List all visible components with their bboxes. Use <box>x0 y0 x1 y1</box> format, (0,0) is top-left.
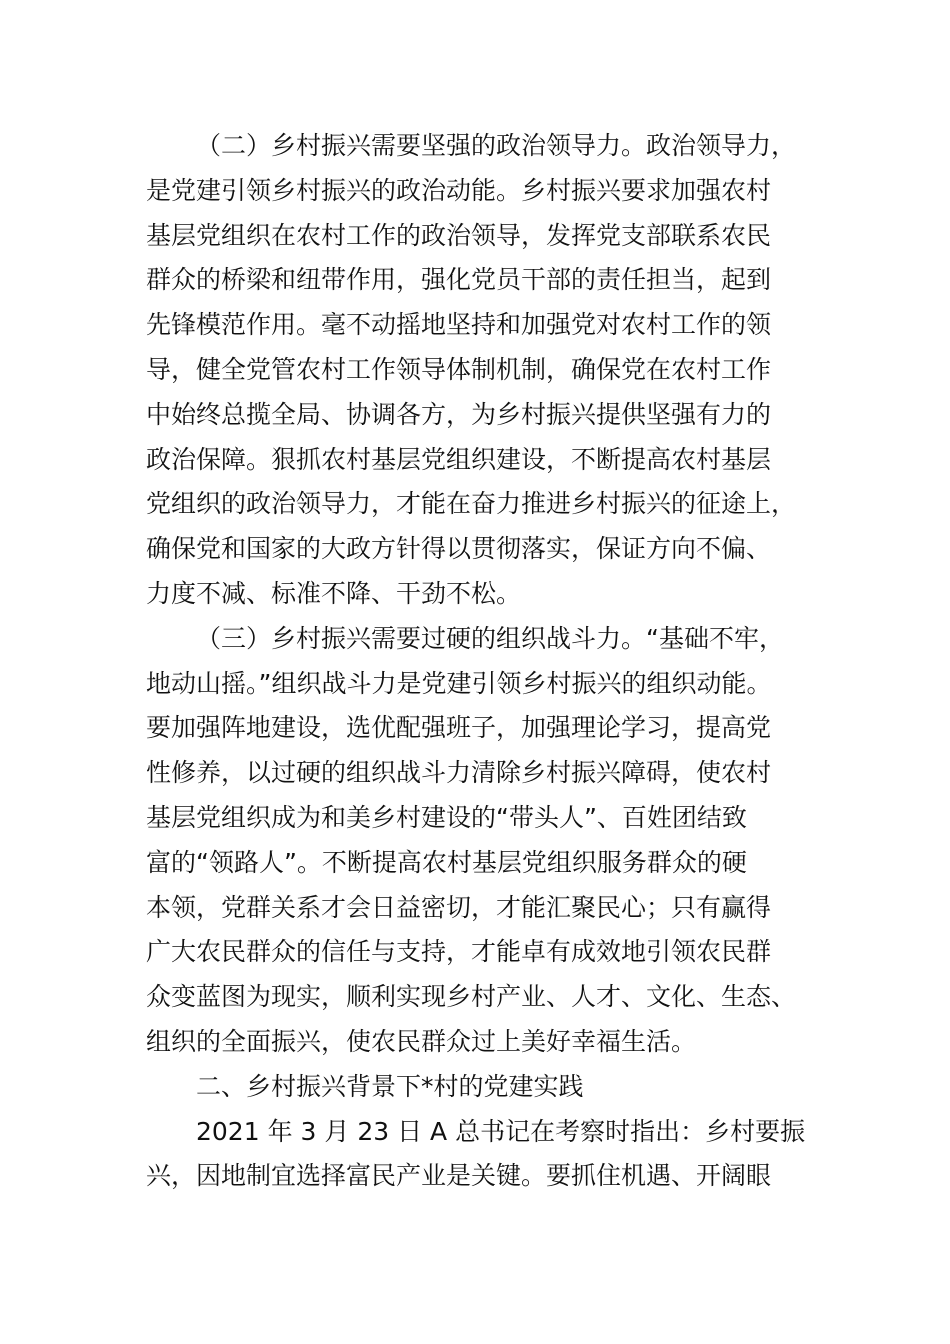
paragraph-line: 组织的全面振兴，使农民群众过上美好幸福生活。 <box>146 1026 697 1056</box>
paragraph-line: 先锋模范作用。毫不动摇地坚持和加强党对农村工作的领 <box>146 310 772 340</box>
paragraph-line: 导，健全党管农村工作领导体制机制，确保党在农村工作 <box>146 354 772 384</box>
paragraph-line: 富的“领路人”。不断提高农村基层党组织服务群众的硬 <box>146 847 747 877</box>
paragraph-line: （二）乡村振兴需要坚强的政治领导力。政治领导力， <box>196 131 797 160</box>
paragraph-line: 众变蓝图为现实，顺利实现乡村产业、人才、文化、生态、 <box>146 982 797 1012</box>
paragraph-line: 确保党和国家的大政方针得以贯彻落实，保证方向不偏、 <box>146 534 772 564</box>
paragraph-political-leadership <box>146 124 806 617</box>
paragraph-line: 政治保障。狠抓农村基层党组织建设，不断提高农村基层 <box>146 444 772 474</box>
paragraph-line: 性修养，以过硬的组织战斗力清除乡村振兴障碍，使农村 <box>146 758 772 788</box>
paragraph-line: （三）乡村振兴需要过硬的组织战斗力。“基础不牢， <box>196 623 784 653</box>
paragraph-line: 地动山摇。”组织战斗力是党建引领乡村振兴的组织动能。 <box>146 668 772 698</box>
paragraph-line: 中始终总揽全局、协调各方，为乡村振兴提供坚强有力的 <box>146 399 772 429</box>
section-heading <box>146 1065 806 1110</box>
paragraph-line: 基层党组织成为和美乡村建设的“带头人”、百姓团结致 <box>146 802 747 832</box>
document-body <box>146 124 806 1199</box>
paragraph-line: 是党建引领乡村振兴的政治动能。乡村振兴要求加强农村 <box>146 175 772 205</box>
heading-line: 二、乡村振兴背景下*村的党建实践 <box>196 1071 584 1101</box>
paragraph-line: 2021 年 3 月 23 日 A 总书记在考察时指出：乡村要振 <box>196 1116 806 1146</box>
paragraph-line: 力度不减、标准不降、干劲不松。 <box>146 578 522 608</box>
paragraph-line: 群众的桥梁和纽带作用，强化党员干部的责任担当，起到 <box>146 265 772 295</box>
paragraph-organizational-strength <box>146 617 806 1065</box>
paragraph-line: 基层党组织在农村工作的政治领导，发挥党支部联系农民 <box>146 220 772 250</box>
paragraph-line: 本领，党群关系才会日益密切，才能汇聚民心；只有赢得 <box>146 892 772 922</box>
paragraph-line: 要加强阵地建设，选优配强班子，加强理论学习，提高党 <box>146 713 772 743</box>
paragraph-line: 党组织的政治领导力，才能在奋力推进乡村振兴的征途上， <box>146 489 797 519</box>
paragraph-inspection-quote <box>146 1110 806 1200</box>
paragraph-line: 兴，因地制宜选择富民产业是关键。要抓住机遇、开阔眼 <box>146 1161 772 1191</box>
paragraph-line: 广大农民群众的信任与支持，才能卓有成效地引领农民群 <box>146 937 772 967</box>
